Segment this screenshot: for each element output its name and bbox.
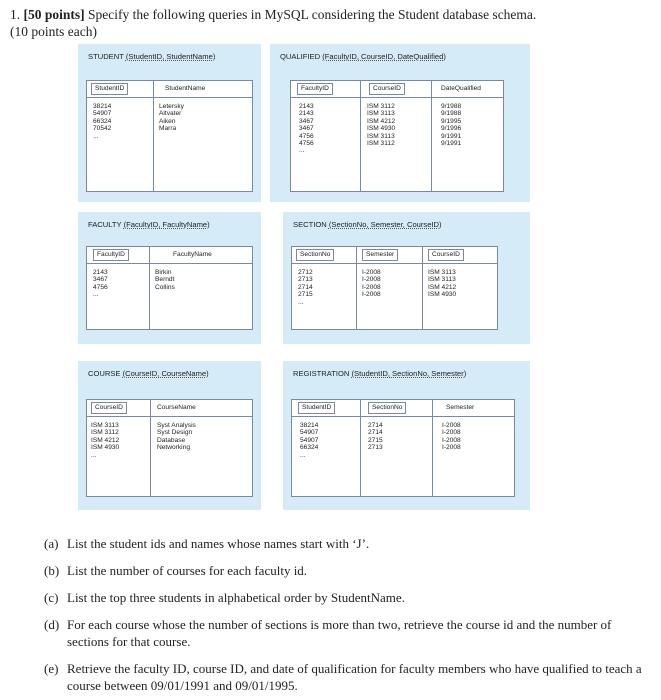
student-col-studentid (93, 103, 111, 140)
faculty-header-facultyid: FacultyID (93, 249, 129, 261)
table-cell: 3467 (299, 125, 314, 133)
table-cell: 2143 (299, 103, 314, 110)
table-cell: ISM 3113 (428, 276, 456, 284)
table-cell: I-2008 (362, 283, 381, 291)
table-cell: I-2008 (362, 269, 381, 276)
section-header-row (292, 247, 497, 264)
faculty-col-facultyname (155, 269, 175, 291)
table-cell: Altvater (159, 110, 182, 118)
student-panel (78, 44, 261, 202)
student-header-studentid: StudentID (91, 83, 128, 95)
table-cell: ISM 3112 (367, 103, 395, 110)
table-cell: Letersky (159, 103, 184, 110)
table-cell: 2143 (93, 269, 108, 276)
table-cell: 2712 (298, 269, 313, 276)
faculty-header-facultyname: FacultyName (173, 251, 212, 258)
course-table (86, 399, 253, 497)
table-cell: I-2008 (362, 276, 381, 284)
table-cell: ISM 3113 (367, 132, 395, 140)
table-cell: 9/1991 (441, 132, 462, 140)
qualified-header-datequalified: DateQualified (441, 85, 481, 92)
table-cell: Syst Analysis (157, 422, 196, 429)
table-cell: ISM 4212 (91, 436, 120, 444)
section-col-sectionno (298, 269, 313, 306)
registration-header-semester: Semester (446, 404, 475, 411)
table-cell: ... (93, 291, 99, 299)
course-panel (78, 361, 261, 510)
table-cell: 2714 (368, 429, 383, 437)
section-header-sectionno: SectionNo (296, 249, 334, 261)
student-title: STUDENT (StudentID, StudentName) (88, 52, 216, 61)
table-cell: 9/1991 (441, 140, 462, 148)
table-cell: ... (299, 147, 305, 155)
table-cell: Syst Design (157, 429, 193, 437)
qualified-title: QUALIFIED (FacultyID, CourseID, DateQualified) (280, 52, 446, 61)
registration-col-studentid (300, 422, 318, 459)
question-subtext: (10 points each) (10, 24, 97, 39)
table-cell: 4756 (299, 140, 314, 148)
table-cell: 3467 (299, 117, 314, 125)
registration-table (291, 399, 515, 497)
qualified-header-row (291, 81, 503, 98)
registration-header-sectionno: SectionNo (368, 402, 406, 414)
table-cell: Berndt (155, 276, 175, 284)
course-col-coursename (157, 422, 196, 452)
table-cell: ... (300, 451, 306, 459)
table-cell: ISM 3113 (367, 110, 395, 118)
qualified-panel (270, 44, 530, 202)
table-cell: 9/1988 (441, 103, 462, 110)
table-cell: ISM 4212 (367, 117, 396, 125)
student-col-studentname (159, 103, 184, 133)
table-cell: ISM 4212 (428, 283, 457, 291)
table-cell: 38214 (93, 103, 112, 110)
course-header-courseid: CourseID (91, 402, 127, 414)
table-cell: 4756 (93, 283, 108, 291)
table-cell: Database (157, 436, 186, 444)
table-cell: 2714 (368, 422, 383, 429)
qualified-col-facultyid (299, 103, 314, 155)
question-number: 1. (10, 7, 21, 22)
table-cell: 2713 (368, 444, 383, 452)
question-header (10, 6, 655, 40)
section-header-courseid: CourseID (428, 249, 464, 261)
qualified-col-datequalified (441, 103, 461, 147)
table-cell: 9/1996 (441, 125, 462, 133)
table-cell: I-2008 (442, 444, 461, 452)
table-cell: 38214 (300, 422, 319, 429)
registration-col-semester (442, 422, 461, 452)
table-cell: ISM 3112 (367, 140, 395, 148)
faculty-title: FACULTY (FacultyID, FacultyName) (88, 220, 210, 229)
table-cell: 3467 (93, 276, 108, 284)
table-cell: 9/1995 (441, 117, 462, 125)
qualified-header-courseid: CourseID (369, 83, 405, 95)
table-cell: ISM 3113 (428, 269, 456, 276)
registration-panel (283, 361, 530, 510)
table-cell: ... (93, 132, 99, 140)
course-header-row (87, 400, 252, 417)
table-cell: 9/1988 (441, 110, 462, 118)
table-cell: Birkin (155, 269, 172, 276)
table-cell: ... (91, 451, 97, 459)
section-table (291, 246, 498, 330)
student-table (86, 80, 253, 192)
table-cell: 2715 (298, 291, 313, 299)
qualified-header-facultyid: FacultyID (297, 83, 333, 95)
table-cell: ISM 3112 (91, 429, 119, 437)
table-cell: Marra (159, 125, 177, 133)
question-points: [50 points] (23, 7, 85, 22)
table-cell: 2715 (368, 436, 383, 444)
table-cell: Networking (157, 444, 190, 452)
table-cell: 2143 (299, 110, 314, 118)
table-cell: 4756 (299, 132, 314, 140)
table-cell: Collins (155, 283, 175, 291)
section-col-courseid (428, 269, 456, 299)
table-cell: ... (298, 298, 304, 306)
table-cell: 66324 (300, 444, 319, 452)
section-panel (283, 212, 530, 344)
registration-header-row (292, 400, 514, 417)
qualified-col-courseid (367, 103, 395, 147)
section-header-semester: Semester (362, 249, 398, 261)
table-cell: Aiken (159, 117, 176, 125)
course-header-coursename: CourseName (157, 404, 196, 411)
table-cell: I-2008 (442, 429, 461, 437)
table-cell: ISM 4930 (428, 291, 457, 299)
faculty-header-row (87, 247, 252, 264)
section-title: SECTION (SectionNo, Semester, CourseID) (293, 220, 442, 229)
table-cell: I-2008 (362, 291, 381, 299)
course-title: COURSE (CourseID, CourseName) (88, 369, 209, 378)
course-col-courseid (91, 422, 119, 459)
registration-col-sectionno (368, 422, 383, 452)
faculty-table (86, 246, 253, 330)
table-cell: I-2008 (442, 422, 461, 429)
table-cell: 54907 (93, 110, 112, 118)
qualified-table (290, 80, 504, 192)
table-cell: 66324 (93, 117, 112, 125)
registration-title: REGISTRATION (StudentID, SectionNo, Semester) (293, 369, 467, 378)
student-header-row (87, 81, 252, 98)
question-text: Specify the following queries in MySQL considering the Student database schema. (88, 7, 537, 22)
table-cell: 2714 (298, 283, 313, 291)
table-cell: ISM 4930 (367, 125, 396, 133)
table-cell: ISM 3113 (91, 422, 119, 429)
table-cell: ISM 4930 (91, 444, 120, 452)
section-col-semester (362, 269, 381, 299)
student-header-studentname: StudentName (165, 85, 206, 92)
table-cell: 54907 (300, 429, 319, 437)
faculty-col-facultyid (93, 269, 108, 299)
registration-header-studentid: StudentID (298, 402, 335, 414)
table-cell: 70542 (93, 125, 112, 133)
faculty-panel (78, 212, 261, 344)
table-cell: 2713 (298, 276, 313, 284)
table-cell: 54907 (300, 436, 319, 444)
table-cell: I-2008 (442, 436, 461, 444)
